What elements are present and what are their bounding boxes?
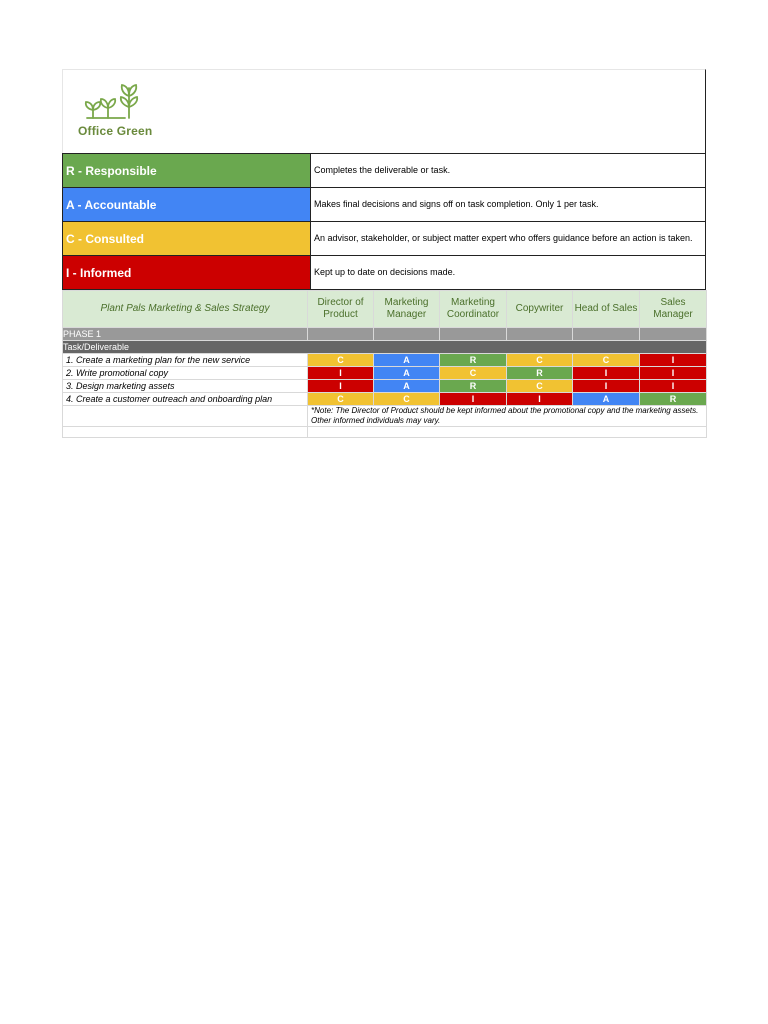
phase-label: PHASE 1 — [63, 328, 308, 341]
raci-cell: R — [507, 367, 573, 380]
raci-cell: R — [640, 393, 707, 406]
task-row — [63, 367, 707, 380]
task-header-row — [63, 341, 707, 354]
raci-cell: A — [374, 367, 440, 380]
raci-cell: I — [308, 367, 374, 380]
task-rows — [63, 354, 707, 406]
raci-legend — [62, 153, 706, 290]
raci-cell: C — [308, 354, 374, 367]
legend-row-responsible — [63, 154, 706, 188]
legend-description: An advisor, stakeholder, or subject matter expert who offers guidance before an action is taken. — [311, 222, 706, 256]
raci-cell: I — [308, 380, 374, 393]
raci-cell: I — [573, 367, 640, 380]
role-header: Copywriter — [507, 291, 573, 328]
legend-row-consulted — [63, 222, 706, 256]
raci-cell: I — [440, 393, 507, 406]
task-name: 4. Create a customer outreach and onboarding plan — [63, 393, 308, 406]
raci-cell: I — [640, 380, 707, 393]
raci-sheet — [62, 69, 706, 438]
raci-cell: A — [374, 354, 440, 367]
raci-cell: C — [507, 354, 573, 367]
legend-description: Completes the deliverable or task. — [311, 154, 706, 188]
note-row — [63, 406, 707, 427]
raci-cell: A — [374, 380, 440, 393]
task-row — [63, 380, 707, 393]
logo-row — [62, 69, 706, 153]
task-row — [63, 354, 707, 367]
matrix-title: Plant Pals Marketing & Sales Strategy — [63, 291, 308, 328]
matrix-header-row — [63, 291, 707, 328]
raci-matrix — [62, 290, 707, 438]
raci-cell: A — [573, 393, 640, 406]
legend-row-informed — [63, 256, 706, 290]
raci-cell: C — [308, 393, 374, 406]
legend-row-accountable — [63, 188, 706, 222]
raci-cell: C — [573, 354, 640, 367]
legend-label: I - Informed — [63, 256, 311, 290]
task-name: 1. Create a marketing plan for the new service — [63, 354, 308, 367]
role-header: Marketing Manager — [374, 291, 440, 328]
legend-description: Kept up to date on decisions made. — [311, 256, 706, 290]
raci-cell: R — [440, 354, 507, 367]
legend-description: Makes final decisions and signs off on task completion. Only 1 per task. — [311, 188, 706, 222]
raci-cell: I — [640, 367, 707, 380]
raci-cell: I — [507, 393, 573, 406]
note-text: *Note: The Director of Product should be kept informed about the promotional copy and the marketing assets. Other informed individuals may vary. — [308, 406, 707, 427]
raci-cell: C — [440, 367, 507, 380]
phase-row — [63, 328, 707, 341]
legend-label: A - Accountable — [63, 188, 311, 222]
task-header: Task/Deliverable — [63, 341, 707, 354]
task-name: 2. Write promotional copy — [63, 367, 308, 380]
legend-label: R - Responsible — [63, 154, 311, 188]
logo-text: Office Green — [78, 124, 153, 138]
raci-cell: C — [374, 393, 440, 406]
task-name: 3. Design marketing assets — [63, 380, 308, 393]
role-header: Head of Sales — [573, 291, 640, 328]
task-row — [63, 393, 707, 406]
role-header: Director of Product — [308, 291, 374, 328]
raci-cell: I — [573, 380, 640, 393]
role-header: Marketing Coordinator — [440, 291, 507, 328]
raci-cell: I — [640, 354, 707, 367]
raci-cell: C — [507, 380, 573, 393]
role-header: Sales Manager — [640, 291, 707, 328]
raci-cell: R — [440, 380, 507, 393]
legend-label: C - Consulted — [63, 222, 311, 256]
